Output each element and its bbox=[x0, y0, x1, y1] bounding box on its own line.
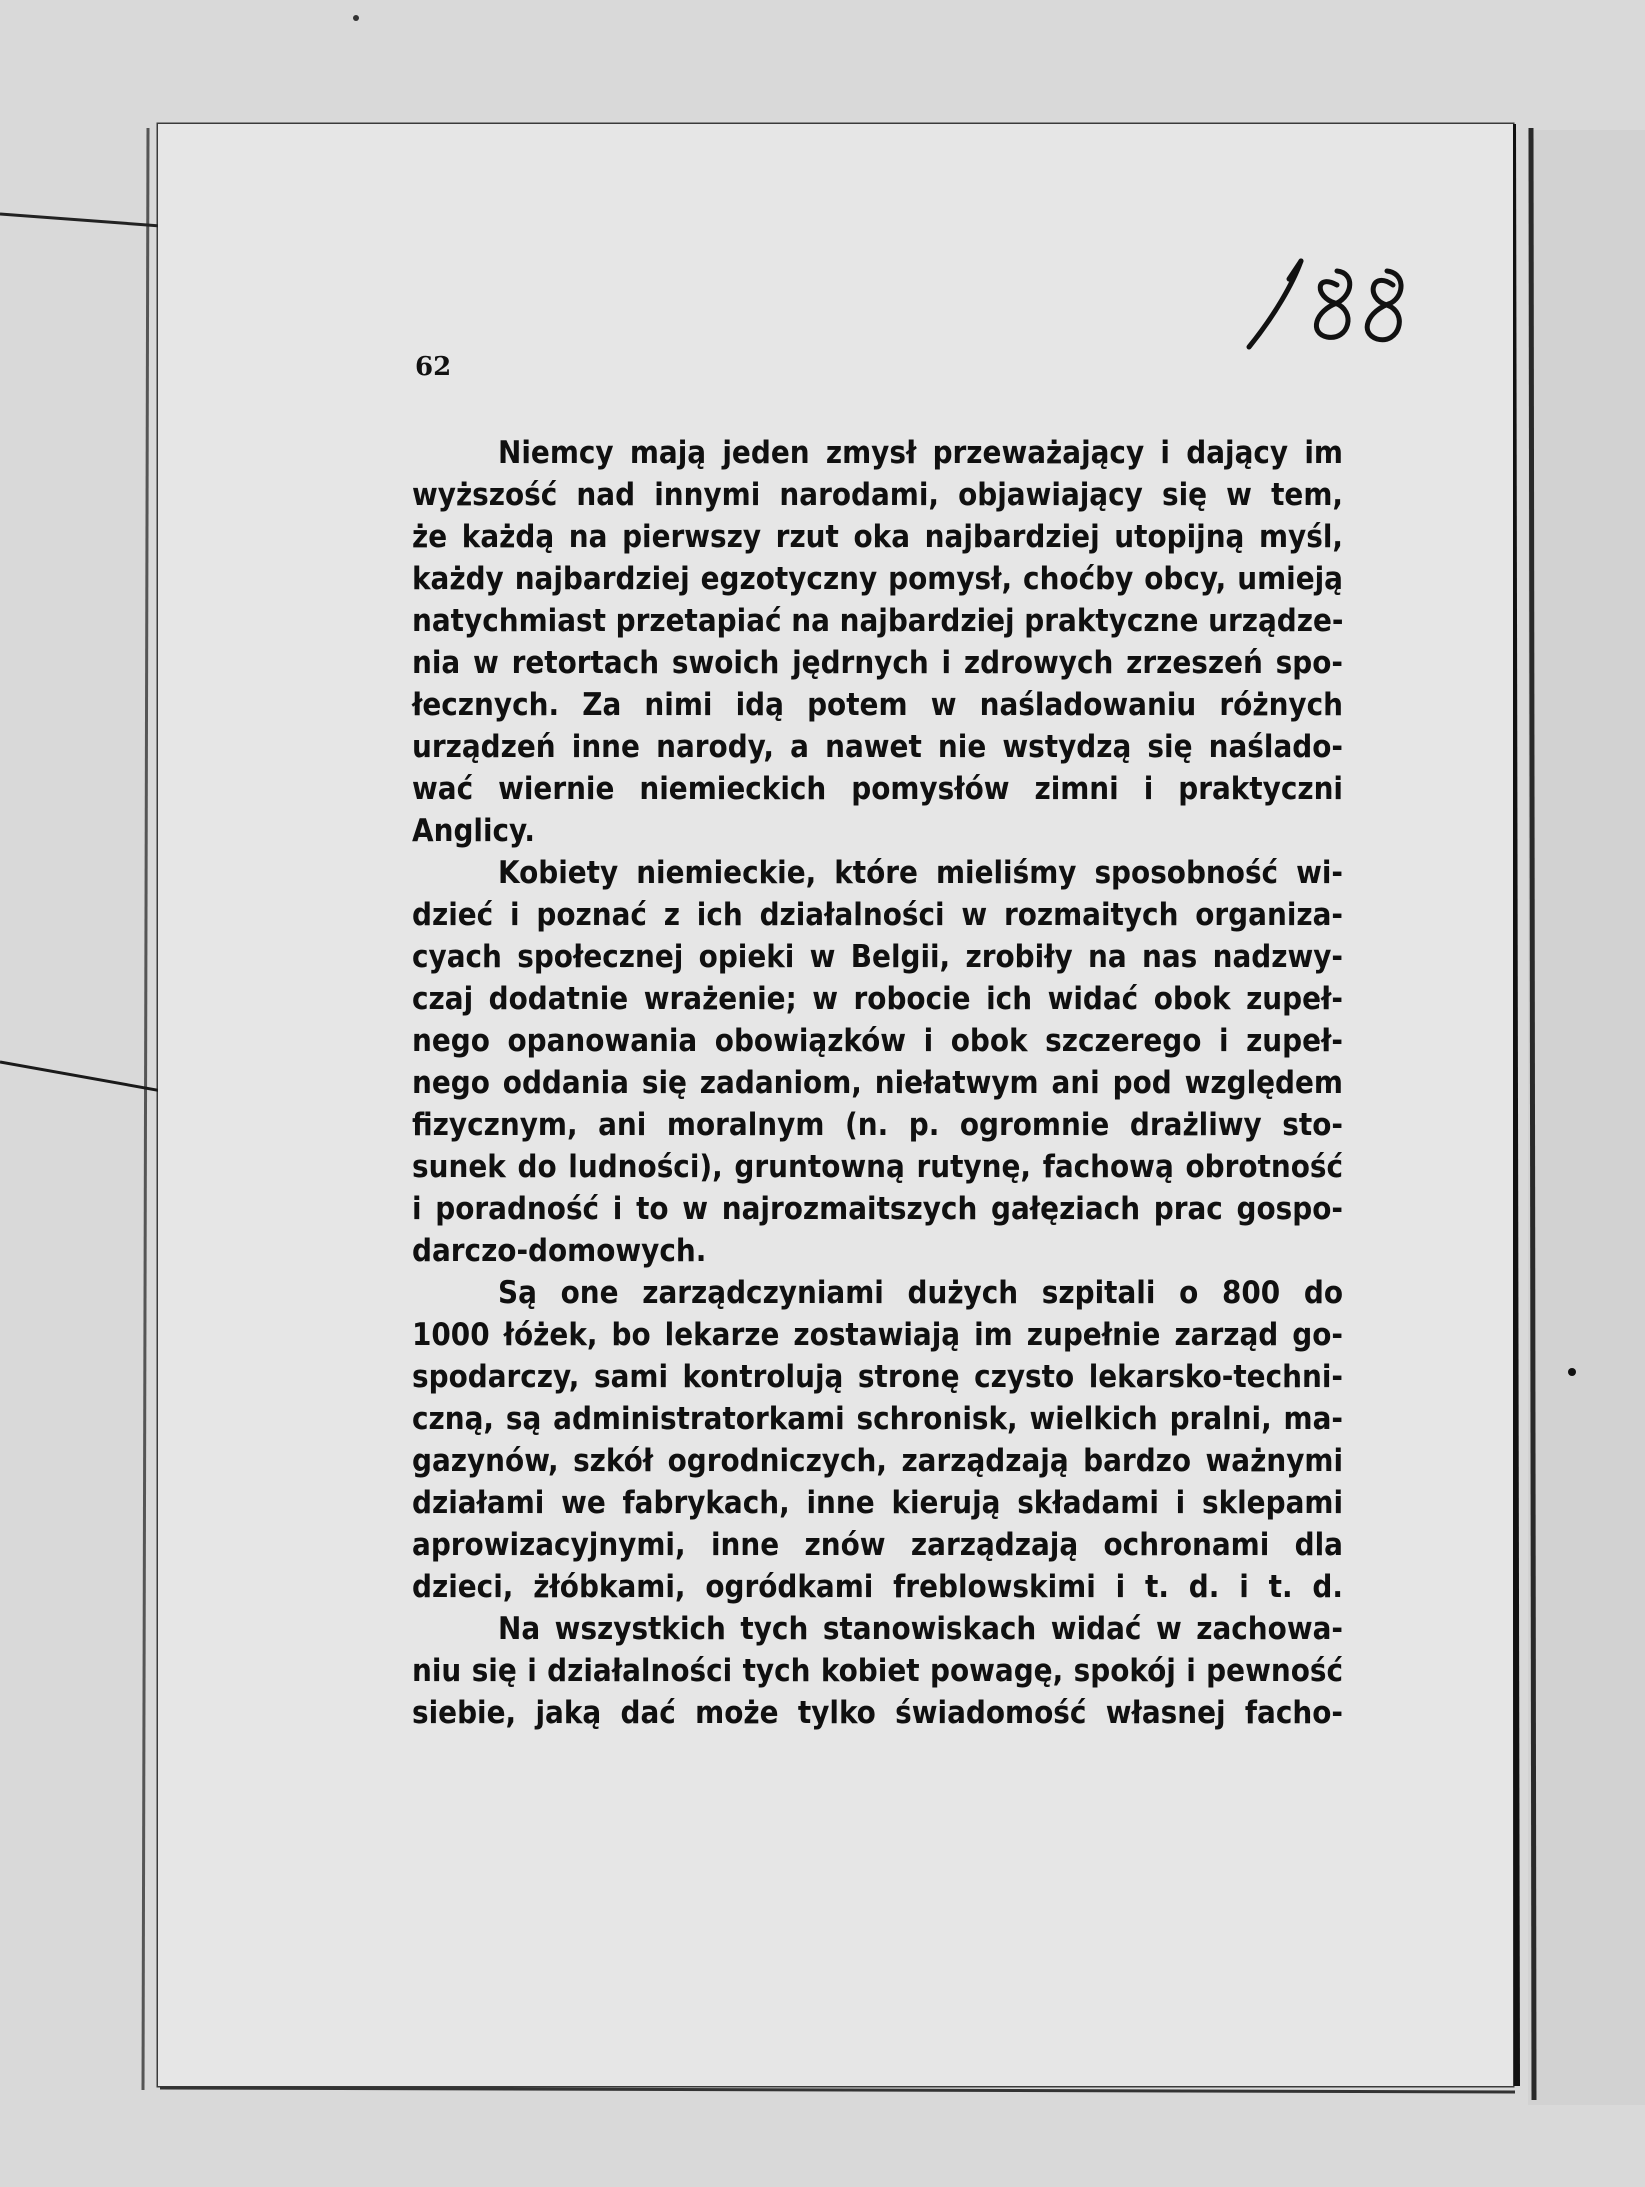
text-line: Niemcy mają jeden zmysł przeważający i dający im bbox=[498, 435, 1343, 471]
text-line: Anglicy. bbox=[412, 813, 535, 849]
paragraph bbox=[412, 1608, 1343, 1734]
text-line: fizycznym, ani moralnym (n. p. ogromnie drażliwy sto- bbox=[412, 1107, 1343, 1143]
text-line: spodarczy, sami kontrolują stronę czysto lekarsko-techni- bbox=[412, 1359, 1343, 1395]
text-line: i poradność i to w najrozmaitszych gałęziach prac gospo- bbox=[412, 1191, 1343, 1227]
text-line: niu się i działalności tych kobiet powagę, spokój i pewność bbox=[412, 1653, 1343, 1689]
text-line: nego oddania się zadaniom, niełatwym ani pod względem bbox=[412, 1065, 1343, 1101]
text-line: że każdą na pierwszy rzut oka najbardziej utopijną myśl, bbox=[412, 519, 1343, 555]
body-text bbox=[412, 432, 1343, 1734]
text-line: czaj dodatnie wrażenie; w robocie ich widać obok zupeł- bbox=[412, 981, 1343, 1017]
text-line: siebie, jaką dać może tylko świadomość własnej facho- bbox=[412, 1695, 1343, 1731]
text-line: dzieć i poznać z ich działalności w rozmaitych organiza- bbox=[412, 897, 1343, 933]
text-line: Są one zarządczyniami dużych szpitali o 800 do bbox=[498, 1275, 1343, 1311]
neighbour-page-edge bbox=[1528, 130, 1645, 2105]
text-line: darczo-domowych. bbox=[412, 1233, 707, 1269]
text-line: wać wiernie niemieckich pomysłów zimni i praktyczni bbox=[412, 771, 1343, 807]
paragraph bbox=[412, 1272, 1343, 1608]
handwritten-archive-number bbox=[1245, 255, 1410, 355]
text-line: aprowizacyjnymi, inne znów zarządzają ochronami dla bbox=[412, 1527, 1343, 1563]
text-line: gazynów, szkół ogrodniczych, zarządzają bardzo ważnymi bbox=[412, 1443, 1343, 1479]
text-line: natychmiast przetapiać na najbardziej praktyczne urządze- bbox=[412, 603, 1344, 639]
speck bbox=[1568, 1368, 1576, 1376]
text-line: dzieci, żłóbkami, ogródkami freblowskimi i t. d. i t. d. bbox=[412, 1569, 1343, 1605]
text-line: czną, są administratorkami schronisk, wielkich pralni, ma- bbox=[412, 1401, 1343, 1437]
page-number: 62 bbox=[415, 352, 452, 382]
speck bbox=[353, 15, 359, 21]
text-line: nia w retortach swoich jędrnych i zdrowych zrzeszeń spo- bbox=[412, 645, 1343, 681]
neighbour-page-border bbox=[1531, 128, 1534, 2100]
paragraph bbox=[412, 852, 1343, 1272]
page-left-shadow bbox=[143, 128, 148, 2090]
text-line: urządzeń inne narody, a nawet nie wstydzą się naślado- bbox=[412, 729, 1343, 765]
text-line: cyach społecznej opieki w Belgii, zrobiły na nas nadzwy- bbox=[412, 939, 1343, 975]
page-bottom-edge bbox=[160, 2088, 1515, 2092]
text-line: Kobiety niemieckie, które mieliśmy sposobność wi- bbox=[498, 855, 1343, 891]
text-line: wyższość nad innymi narodami, objawiający się w tem, bbox=[412, 477, 1343, 513]
text-line: łecznych. Za nimi idą potem w naśladowaniu różnych bbox=[412, 687, 1343, 723]
text-line: każdy najbardziej egzotyczny pomysł, choćby obcy, umieją bbox=[412, 561, 1343, 597]
text-line: działami we fabrykach, inne kierują składami i sklepami bbox=[412, 1485, 1343, 1521]
text-line: sunek do ludności), gruntowną rutynę, fachową obrotność bbox=[412, 1149, 1343, 1185]
page-right-edge bbox=[1513, 124, 1517, 2086]
text-line: Na wszystkich tych stanowiskach widać w zachowa- bbox=[498, 1611, 1343, 1647]
text-line: nego opanowania obowiązków i obok szczerego i zupeł- bbox=[412, 1023, 1343, 1059]
paragraph bbox=[412, 432, 1343, 852]
text-line: 1000 łóżek, bo lekarze zostawiają im zupełnie zarząd go- bbox=[412, 1317, 1343, 1353]
